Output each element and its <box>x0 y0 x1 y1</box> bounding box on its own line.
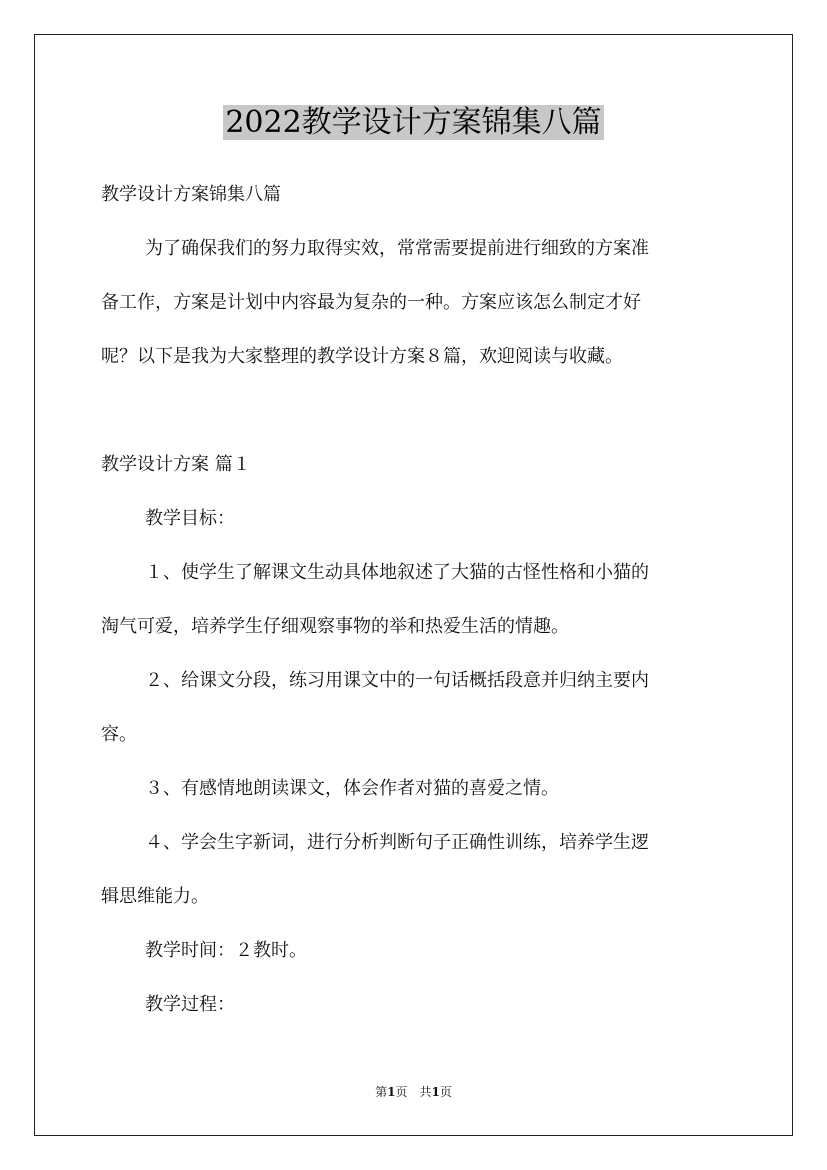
objectives-label: 教学目标： <box>145 508 235 529</box>
teaching-time: 教学时间：２教时。 <box>145 940 307 961</box>
footer-mid: 页 共 <box>395 1085 432 1099</box>
footer-suffix: 页 <box>439 1085 452 1099</box>
objective-1-line-2: 淘气可爱，培养学生仔细观察事物的举和热爱生活的情趣。 <box>101 616 569 637</box>
objective-2-line-1: ２、给课文分段，练习用课文中的一句话概括段意并归纳主要内 <box>145 670 649 691</box>
footer-prefix: 第 <box>375 1085 388 1099</box>
intro-line-2: 备工作，方案是计划中内容最为复杂的一种。方案应该怎么制定才好 <box>101 292 641 313</box>
document-title: 2022教学设计方案锦集八篇 <box>225 105 602 140</box>
section-heading: 教学设计方案 篇１ <box>101 454 251 475</box>
objective-4-line-1: ４、学会生字新词，进行分析判断句子正确性训练，培养学生逻 <box>145 832 649 853</box>
objective-4-line-2: 辑思维能力。 <box>101 886 209 907</box>
document-subtitle: 教学设计方案锦集八篇 <box>101 184 281 205</box>
footer-total-pages: 1 <box>431 1085 440 1099</box>
objective-2-line-2: 容。 <box>101 724 137 745</box>
footer-page-number: 1 <box>387 1085 396 1099</box>
objective-3: ３、有感情地朗读课文，体会作者对猫的喜爱之情。 <box>145 778 559 799</box>
objective-1-line-1: １、使学生了解课文生动具体地叙述了大猫的古怪性格和小猫的 <box>145 562 649 583</box>
intro-line-1: 为了确保我们的努力取得实效，常常需要提前进行细致的方案准 <box>145 238 649 259</box>
page-footer <box>0 1083 827 1100</box>
teaching-process-label: 教学过程： <box>145 994 235 1015</box>
intro-line-3: 呢？以下是我为大家整理的教学设计方案８篇，欢迎阅读与收藏。 <box>101 346 623 367</box>
